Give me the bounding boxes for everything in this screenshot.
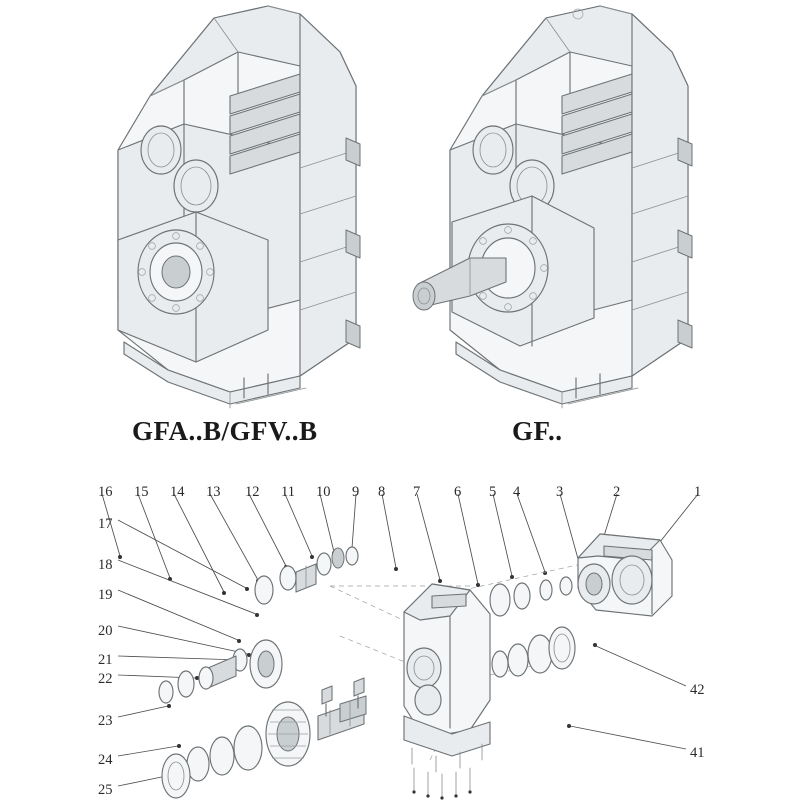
callout-number-41: 41 (690, 745, 705, 761)
callout-number-8: 8 (378, 484, 386, 500)
callout-number-20: 20 (98, 623, 113, 639)
callout-number-21: 21 (98, 652, 113, 668)
caption-gf: GF.. (512, 416, 563, 446)
callout-number-42: 42 (690, 682, 705, 698)
housing-part (404, 584, 490, 772)
gear-wheel-parts (159, 640, 366, 798)
exploded-assembly (102, 494, 698, 800)
callout-number-6: 6 (454, 484, 462, 500)
callout-number-2: 2 (613, 484, 621, 500)
callout-number-25: 25 (98, 782, 113, 798)
callout-number-5: 5 (489, 484, 497, 500)
callout-number-18: 18 (98, 557, 113, 573)
callout-number-13: 13 (206, 484, 221, 500)
callout-number-7: 7 (413, 484, 421, 500)
gear-unit-right (413, 6, 692, 408)
callout-number-9: 9 (352, 484, 360, 500)
motor-adapter-part (578, 534, 672, 616)
callout-number-10: 10 (316, 484, 331, 500)
callout-number-22: 22 (98, 671, 113, 687)
callout-number-1: 1 (694, 484, 702, 500)
caption-gfab-gfvb: GFA..B/GFV..B (132, 416, 318, 446)
callout-number-15: 15 (134, 484, 149, 500)
callout-number-24: 24 (98, 752, 113, 768)
callout-number-11: 11 (281, 484, 295, 500)
callout-number-19: 19 (98, 587, 113, 603)
callout-number-3: 3 (556, 484, 564, 500)
gear-unit-left (118, 6, 360, 408)
callout-number-17: 17 (98, 516, 113, 532)
bearing-ring-parts (490, 577, 575, 677)
callout-number-4: 4 (513, 484, 521, 500)
callout-number-12: 12 (245, 484, 260, 500)
callout-number-23: 23 (98, 713, 113, 729)
shaft-key-parts (255, 547, 358, 604)
callout-number-16: 16 (98, 484, 113, 500)
callout-number-14: 14 (170, 484, 185, 500)
